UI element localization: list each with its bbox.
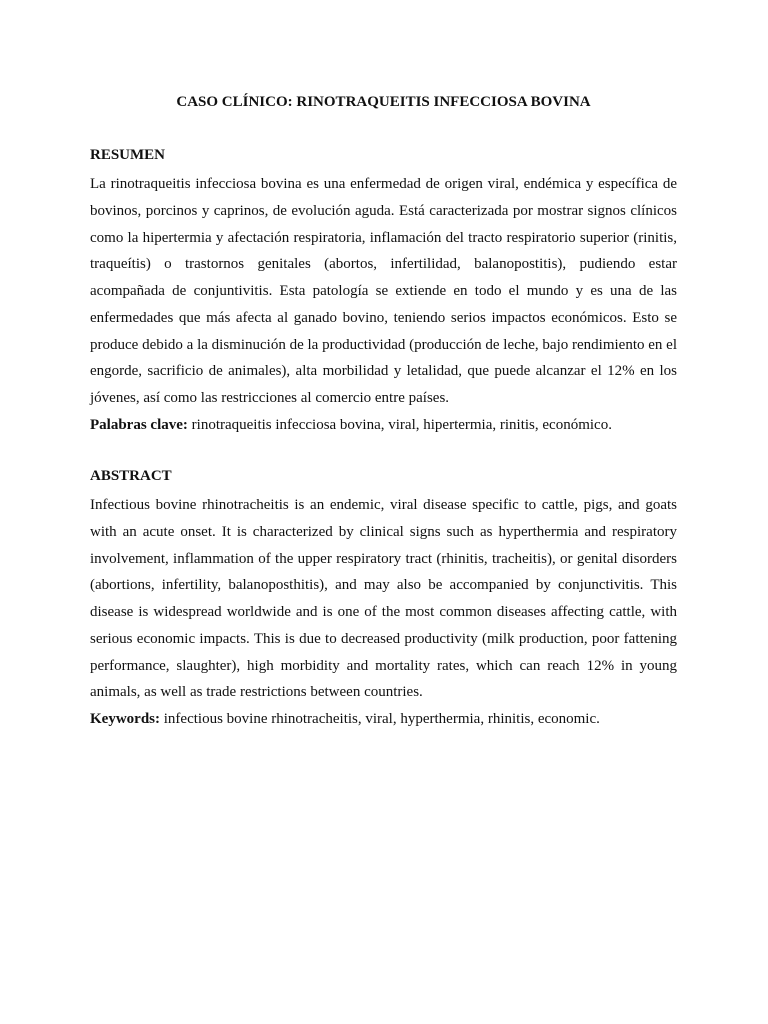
resumen-section	[90, 145, 677, 439]
resumen-body: La rinotraqueitis infecciosa bovina es una enfermedad de origen viral, endémica y específica de bovinos, porcinos y caprinos, de evolución aguda. Está caracterizada por mostrar signos clínicos como la hipertermia y afectación respiratoria, inflamación del tracto respiratorio superior (rinitis, traqueítis) o trastornos genitales (abortos, infertilidad, balanopostitis), pudiendo estar acompañada de conjuntivitis. Esta patología se extiende en todo el mundo y es una de las enfermedades que más afecta al ganado bovino, teniendo serios impactos económicos. Esto se produce debido a la disminución de la productividad (producción de leche, bajo rendimiento en el engorde, sacrificio de animales), alta morbilidad y letalidad, que puede alcanzar el 12% en los jóvenes, así como las restricciones al comercio entre países.	[90, 176, 677, 406]
abstract-keywords-text: infectious bovine rhinotracheitis, viral, hyperthermia, rhinitis, economic.	[160, 711, 600, 727]
resumen-heading: RESUMEN	[90, 147, 166, 163]
abstract-heading: ABSTRACT	[90, 468, 172, 484]
abstract-body: Infectious bovine rhinotracheitis is an endemic, viral disease specific to cattle, pigs, and goats with an acute onset. It is characterized by clinical signs such as hyperthermia and respiratory involvement, inflammation of the upper respiratory tract (rhinitis, tracheitis), or genital disorders (abortions, infertility, balanoposthitis), and may also be accompanied by conjunctivitis. This disease is widespread worldwide and is one of the most common diseases affecting cattle, with serious economic impacts. This is due to decreased productivity (milk production, poor fattening performance, slaughter), high morbidity and mortality rates, which can reach 12% in young animals, as well as trade restrictions between countries.	[90, 497, 677, 701]
abstract-section	[90, 466, 677, 733]
abstract-keywords	[90, 706, 677, 733]
document-title: CASO CLÍNICO: RINOTRAQUEITIS INFECCIOSA BOVINA	[176, 94, 591, 110]
resumen-keywords-label: Palabras clave:	[90, 416, 188, 433]
resumen-keywords-text: rinotraqueitis infecciosa bovina, viral, hipertermia, rinitis, económico.	[187, 416, 612, 433]
resumen-keywords	[90, 412, 677, 439]
abstract-keywords-label: Keywords:	[90, 711, 160, 727]
